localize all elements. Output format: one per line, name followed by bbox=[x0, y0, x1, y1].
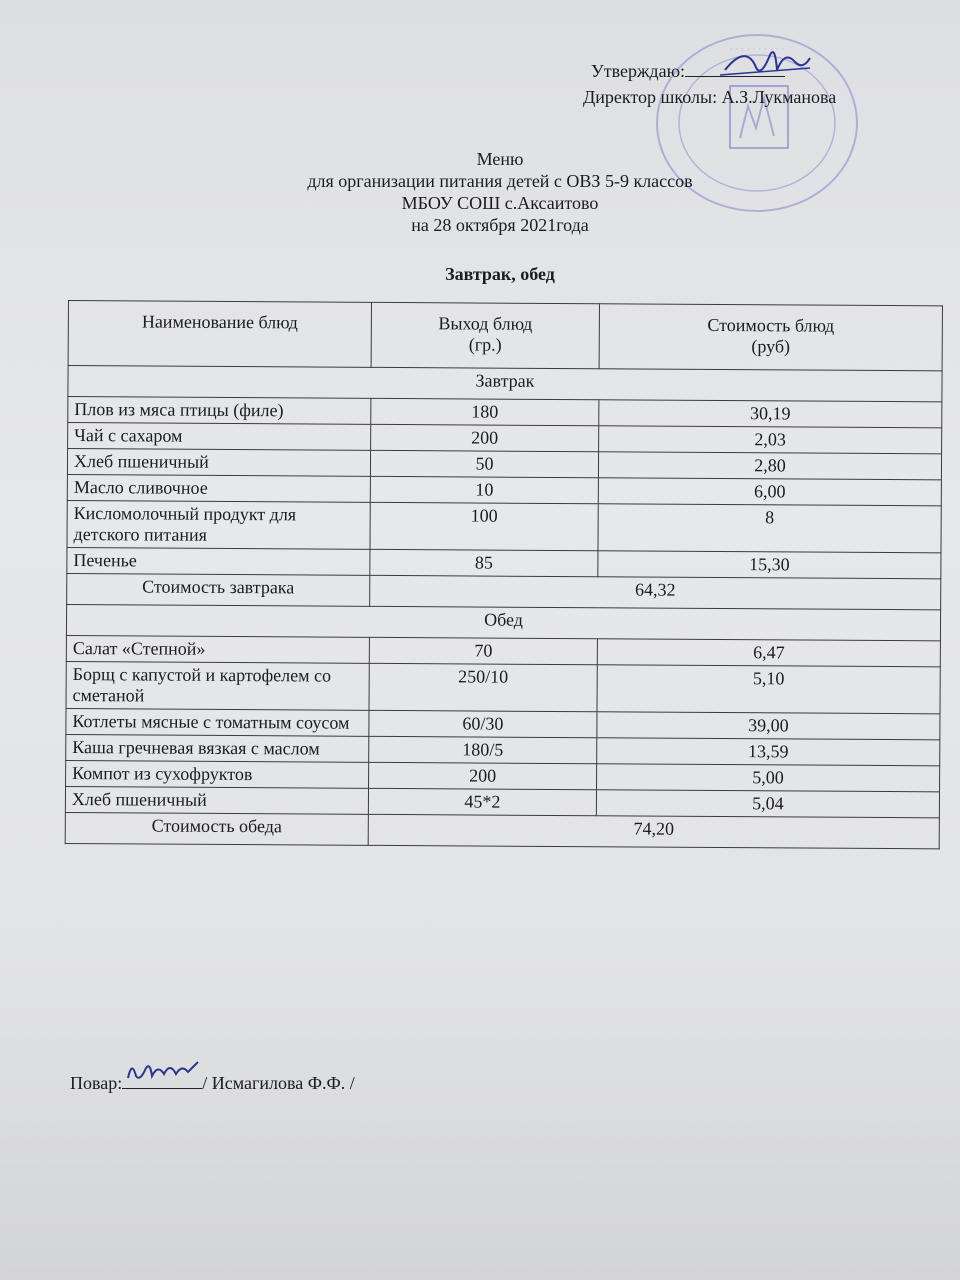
dish-cost-cell: 8 bbox=[598, 504, 941, 553]
header-cost bbox=[599, 304, 942, 371]
dish-name-cell: Каша гречневая вязкая с маслом bbox=[66, 734, 369, 762]
dish-cost-cell: 13,59 bbox=[597, 738, 940, 766]
dish-name-cell: Кисломолочный продукт для детского питания bbox=[67, 500, 370, 549]
total-row bbox=[65, 812, 939, 848]
dish-weight-cell: 10 bbox=[370, 476, 598, 503]
table-row bbox=[66, 661, 940, 713]
dish-name-cell: Плов из мяса птицы (филе) bbox=[68, 397, 371, 425]
document-title bbox=[0, 148, 960, 236]
total-label: Стоимость завтрака bbox=[67, 573, 370, 606]
dish-cost-cell: 5,00 bbox=[597, 764, 940, 792]
dish-name-cell: Хлеб пшеничный bbox=[65, 786, 368, 814]
cook-name: / Исмагилова Ф.Ф. / bbox=[202, 1073, 355, 1093]
svg-text:· · · · · · · · · ·: · · · · · · · · · · bbox=[729, 45, 785, 55]
header-weight-text: Выход блюд (гр.) bbox=[438, 313, 533, 355]
header-row bbox=[68, 301, 942, 371]
cook-label: Повар: bbox=[70, 1073, 123, 1093]
title-line-3: МБОУ СОШ с.Аксаитово bbox=[401, 193, 599, 213]
total-label: Стоимость обеда bbox=[65, 812, 368, 845]
dish-cost-cell: 6,00 bbox=[598, 478, 941, 506]
cook-signature bbox=[122, 1070, 202, 1089]
dish-cost-cell: 30,19 bbox=[599, 400, 942, 428]
dish-cost-cell: 2,03 bbox=[599, 426, 942, 454]
dish-name-cell: Печенье bbox=[67, 547, 370, 575]
dish-cost-cell: 6,47 bbox=[597, 639, 940, 667]
approve-signature-line bbox=[685, 60, 785, 77]
dish-weight-cell: 70 bbox=[369, 637, 597, 664]
dish-name-cell: Компот из сухофруктов bbox=[66, 760, 369, 788]
meal-heading: Завтрак, обед bbox=[445, 264, 555, 284]
menu-table bbox=[65, 300, 943, 849]
header-weight bbox=[371, 302, 599, 368]
header-cost-text: Стоимость блюд (руб) bbox=[707, 314, 835, 357]
total-value: 74,20 bbox=[368, 814, 939, 848]
dish-weight-cell: 85 bbox=[370, 549, 598, 576]
dish-weight-cell: 200 bbox=[369, 762, 597, 789]
approval-block bbox=[583, 58, 836, 110]
dish-name-cell: Масло сливочное bbox=[67, 474, 370, 502]
dish-name-cell: Салат «Степной» bbox=[66, 635, 369, 663]
dish-cost-cell: 5,10 bbox=[597, 665, 940, 714]
dish-weight-cell: 180/5 bbox=[369, 736, 597, 763]
dish-name-cell: Котлеты мясные с томатным соусом bbox=[66, 708, 369, 736]
table-row bbox=[67, 500, 941, 552]
dish-cost-cell: 2,80 bbox=[598, 452, 941, 480]
section-label: Завтрак bbox=[68, 366, 942, 402]
dish-weight-cell: 180 bbox=[371, 398, 599, 425]
dish-cost-cell: 5,04 bbox=[596, 790, 939, 818]
dish-cost-cell: 15,30 bbox=[598, 551, 941, 579]
total-value: 64,32 bbox=[370, 575, 941, 609]
dish-weight-cell: 200 bbox=[371, 424, 599, 451]
header-dish-name: Наименование блюд bbox=[68, 301, 371, 368]
title-line-2: для организации питания детей с ОВЗ 5-9 классов bbox=[307, 171, 693, 191]
title-line-1: Меню bbox=[476, 149, 524, 169]
cook-signature-block bbox=[70, 1070, 355, 1094]
section-label: Обед bbox=[66, 604, 940, 640]
dish-weight-cell: 50 bbox=[370, 450, 598, 477]
dish-weight-cell: 100 bbox=[370, 502, 598, 550]
dish-weight-cell: 60/30 bbox=[369, 710, 597, 737]
director-label: Директор школы: А.З.Лукманова bbox=[583, 87, 837, 107]
approve-label: Утверждаю: bbox=[591, 61, 686, 81]
dish-name-cell: Чай с сахаром bbox=[68, 423, 371, 451]
dish-weight-cell: 250/10 bbox=[369, 663, 597, 711]
dish-weight-cell: 45*2 bbox=[368, 788, 596, 815]
dish-name-cell: Хлеб пшеничный bbox=[67, 449, 370, 477]
dish-cost-cell: 39,00 bbox=[597, 712, 940, 740]
title-line-4: на 28 октября 2021года bbox=[411, 215, 589, 235]
dish-name-cell: Борщ с капустой и картофелем со сметаной bbox=[66, 661, 369, 710]
